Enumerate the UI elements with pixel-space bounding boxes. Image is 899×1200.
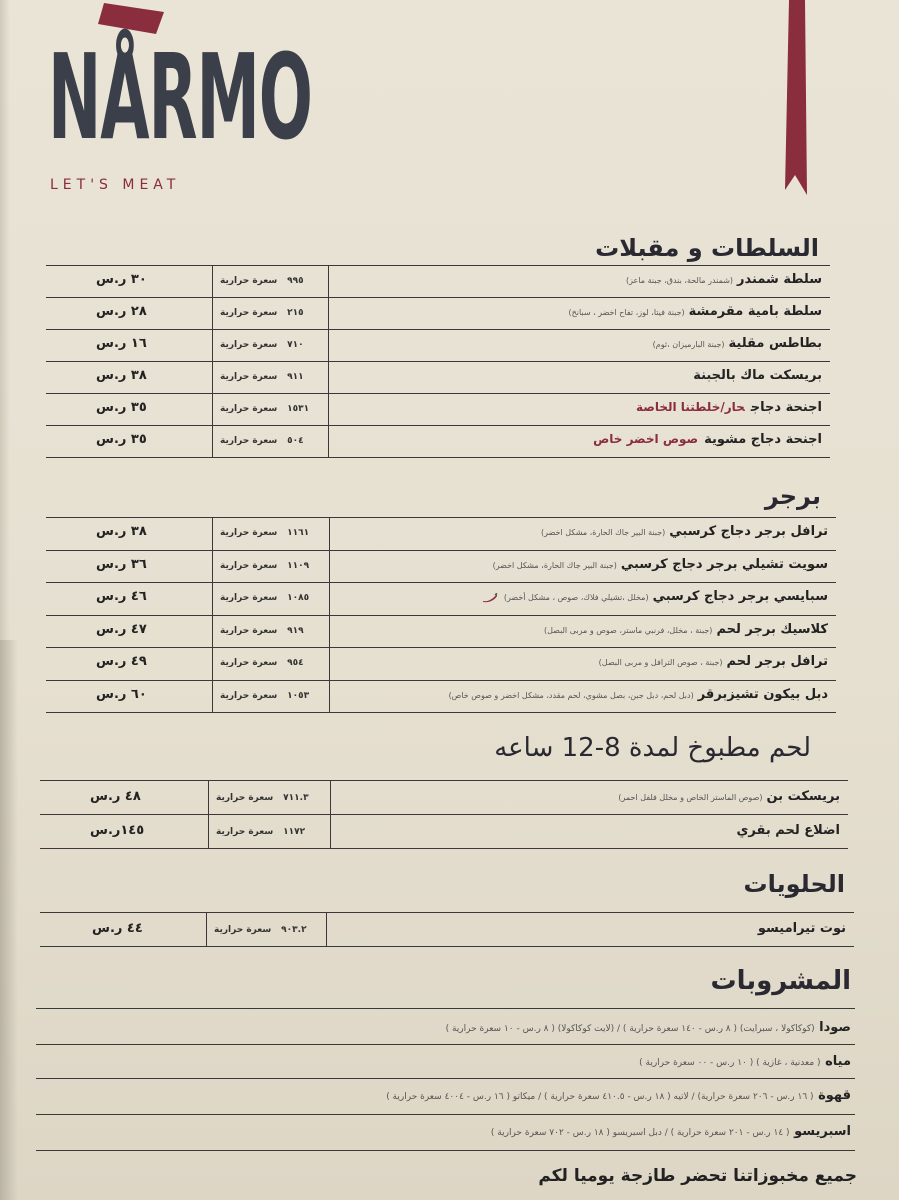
menu-row <box>46 298 830 330</box>
column-divider <box>330 815 331 848</box>
item-price: ٣٨ ر.س <box>96 524 147 539</box>
item-name-cell <box>568 304 822 319</box>
calories-label: سعرة حرارية <box>220 276 278 286</box>
item-name: سلطة بامية مقرمشة <box>688 304 822 319</box>
column-divider <box>212 648 213 680</box>
item-description: (صوص الماستر الخاص و مخلل فلفل احمر) <box>618 793 763 802</box>
column-divider <box>212 394 213 425</box>
item-name-cell <box>541 524 828 539</box>
column-divider <box>212 583 213 615</box>
item-price: ٤٩ ر.س <box>96 654 147 669</box>
item-name: سلطة شمندر <box>737 272 822 287</box>
menu-row <box>40 781 848 815</box>
item-price: ١٤٥ر.س <box>90 823 145 838</box>
drink-name: قهوة <box>818 1088 851 1103</box>
column-divider <box>212 298 213 329</box>
item-calories-cell <box>220 626 304 636</box>
calories-label: سعرة حرارية <box>214 925 272 935</box>
item-description: (مخلل ،تشيلي فلاك، صوص ، مشكل أخضر) <box>503 593 649 602</box>
item-name-cell <box>544 622 828 637</box>
section-title-salads: السلطات و مقبلات <box>595 234 819 262</box>
item-name: بريسكت بن <box>766 789 840 804</box>
item-calories-cell <box>220 561 309 571</box>
item-name: اجنحة دجاج <box>750 400 822 415</box>
item-name-cell <box>449 687 828 702</box>
item-calories: ١٠٨٥ <box>287 593 310 603</box>
item-calories-cell <box>220 658 304 668</box>
calories-label: سعرة حرارية <box>216 827 274 837</box>
item-calories-cell <box>220 404 309 414</box>
drink-line-text <box>491 1124 851 1139</box>
menu-row <box>46 266 830 298</box>
item-description: (جبنة ، صوص الترافل و مربى البصل) <box>598 658 723 667</box>
item-name: بطاطس مقلية <box>728 336 822 351</box>
column-divider <box>329 518 330 550</box>
item-calories: ٢١٥ <box>287 308 304 318</box>
menu-row <box>46 518 836 551</box>
desserts-table <box>40 912 854 947</box>
menu-row <box>46 681 836 714</box>
item-calories: ١١٠٩ <box>287 560 310 571</box>
drink-name: مياه <box>825 1054 851 1069</box>
item-calories-cell <box>220 528 309 538</box>
item-price: ٢٨ ر.س <box>96 304 147 319</box>
column-divider <box>329 583 330 615</box>
item-name: اجنحة دجاج مشوية <box>704 432 822 447</box>
drink-description: (كوكاكولا ، سبرايت) ( ٨ ر.س - ١٤٠ سعرة حرارية ) / (لايت كوكاكولا) ( ٨ ر.س - ١٠ سعرة حرارية ) <box>445 1024 815 1034</box>
item-price: ٤٧ ر.س <box>96 621 147 637</box>
calories-label: سعرة حرارية <box>220 593 278 603</box>
item-price: ٣٠ ر.س <box>96 272 147 287</box>
paper-edge-shadow <box>0 640 18 1200</box>
column-divider <box>208 815 209 848</box>
item-name-cell <box>636 400 822 415</box>
column-divider <box>212 330 213 361</box>
column-divider <box>329 681 330 713</box>
item-calories-cell <box>216 827 305 837</box>
column-divider <box>328 330 329 361</box>
column-divider <box>212 518 213 550</box>
item-description: (جبنة ، مخلل، فرنبي ماستر، صوص و مربى البصل) <box>543 625 713 635</box>
menu-row <box>46 426 830 458</box>
item-calories: ٩٩٥ <box>287 276 304 286</box>
item-calories-cell <box>220 340 304 350</box>
calories-label: سعرة حرارية <box>220 528 278 538</box>
menu-row <box>46 362 830 394</box>
item-highlight: صوص اخضر خاص <box>593 432 699 446</box>
item-calories-cell <box>214 925 307 935</box>
item-calories: ١٠٥٣ <box>287 690 310 701</box>
drinks-divider <box>36 1078 855 1079</box>
menu-row <box>46 551 836 584</box>
footer-note: جميع مخبوزاتنا تحضر طازجة يوميا لكم <box>538 1166 857 1186</box>
calories-label: سعرة حرارية <box>220 560 278 571</box>
drink-line-text <box>446 1020 851 1035</box>
item-calories-cell <box>220 308 304 318</box>
section-title-desserts: الحلويات <box>743 870 845 898</box>
item-name-cell <box>758 921 846 936</box>
item-price: ٦٠ ر.س <box>96 686 147 702</box>
item-price: ٣٥ ر.س <box>96 400 147 415</box>
column-divider <box>212 616 213 648</box>
section-title-drinks: المشروبات <box>710 966 851 996</box>
item-price: ٤٤ ر.س <box>92 921 143 936</box>
calories-label: سعرة حرارية <box>220 308 278 318</box>
section-title-burgers: برجر <box>764 482 821 510</box>
paper-edge-shadow-top <box>0 0 10 640</box>
slow-cooked-table <box>40 780 848 849</box>
column-divider <box>329 648 330 680</box>
item-name: كلاسيك برجر لحم <box>716 621 828 637</box>
item-price: ١٦ ر.س <box>96 336 147 351</box>
item-description: (شمندر مالحة، بندق، جبنة ماعز) <box>626 276 734 285</box>
column-divider <box>328 362 329 393</box>
drinks-divider <box>36 1008 855 1009</box>
menu-row <box>46 583 836 616</box>
calories-label: سعرة حرارية <box>220 625 278 636</box>
item-highlight: حار/خلطتنا الخاصة <box>635 400 745 414</box>
drink-description: ( ١٤ ر.س - ٢٠١ سعرة حرارية ) / دبل اسبريسو ( ١٨ ر.س - ٧٠٢ سعرة حرارية ) <box>490 1128 790 1138</box>
item-description: (جبنة البير جاك الحارة، مشكل اخضر) <box>492 560 617 570</box>
item-name-cell <box>593 432 822 447</box>
item-calories: ١٥٣١ <box>287 404 310 414</box>
column-divider <box>212 551 213 583</box>
column-divider <box>328 298 329 329</box>
drink-line-text <box>639 1054 851 1069</box>
item-name-cell <box>653 336 822 351</box>
item-name: سبايسي برجر دجاج كرسبي <box>652 589 828 604</box>
column-divider <box>212 266 213 297</box>
item-price: ٣٨ ر.س <box>96 368 147 383</box>
brand-logo <box>46 0 312 200</box>
item-description: (جبنة فيتا، لوز، تفاح اخضر ، سبانخ) <box>568 308 685 317</box>
item-name: ترافل برجر لحم <box>726 654 828 669</box>
item-calories: ٧١١.٣ <box>283 793 309 803</box>
item-calories-cell <box>220 436 304 446</box>
item-name: اضلاع لحم بقري <box>736 823 840 838</box>
column-divider <box>330 781 331 814</box>
item-name-cell <box>599 654 828 669</box>
menu-row <box>40 815 848 849</box>
menu-row <box>46 330 830 362</box>
brand-name: NÅRMO <box>48 28 312 166</box>
column-divider <box>328 394 329 425</box>
drinks-divider <box>36 1114 855 1115</box>
item-name-cell <box>493 557 828 572</box>
item-name: نوت تيراميسو <box>757 921 846 936</box>
item-name: سويت تشيلي برجر دجاج كرسبي <box>620 556 828 572</box>
column-divider <box>329 551 330 583</box>
column-divider <box>208 781 209 814</box>
item-price: ٣٦ ر.س <box>96 556 147 572</box>
item-calories-cell <box>220 593 309 603</box>
item-calories: ١١٦١ <box>287 528 310 538</box>
drinks-divider <box>36 1150 855 1151</box>
decorative-ribbon <box>785 0 807 195</box>
calories-label: سعرة حرارية <box>220 404 278 414</box>
item-calories: ٩١١ <box>287 372 304 382</box>
item-name-cell <box>626 272 822 287</box>
item-name-cell <box>482 589 828 604</box>
menu-row <box>40 913 854 947</box>
calories-label: سعرة حرارية <box>220 340 278 350</box>
calories-label: سعرة حرارية <box>220 372 278 382</box>
item-calories: ٥٠٤ <box>287 436 304 446</box>
item-calories-cell <box>220 691 309 701</box>
item-name-cell <box>618 789 840 804</box>
salads-table <box>46 265 830 458</box>
brand-tagline: LET'S MEAT <box>50 177 181 193</box>
item-calories: ١١٧٢ <box>283 827 306 837</box>
column-divider <box>212 362 213 393</box>
item-description: (جبنة البير جاك الحارة، مشكل اخضر) <box>541 528 666 537</box>
item-calories-cell <box>220 372 304 382</box>
calories-label: سعرة حرارية <box>220 690 278 701</box>
drink-description: ( ١٦ ر.س - ٢٠٦ سعرة حرارية) / لاتيه ( ١٨ ر.س - ٤١٠.٥ سعرة حرارية ) / ميكاتو ( ١٦ ر.س - ٤٠٠٤ سعرة حرارية ) <box>386 1092 814 1102</box>
menu-row <box>46 648 836 681</box>
column-divider <box>212 426 213 457</box>
column-divider <box>212 681 213 713</box>
item-name: بريسكت ماك بالجبنة <box>693 368 822 383</box>
calories-label: سعرة حرارية <box>216 793 274 803</box>
drinks-divider <box>36 1044 855 1045</box>
item-calories: ٩٥٤ <box>287 658 304 668</box>
item-price: ٤٦ ر.س <box>96 589 147 604</box>
drink-name: اسبريسو <box>794 1124 851 1139</box>
column-divider <box>206 913 207 946</box>
menu-row <box>46 616 836 649</box>
burgers-table <box>46 517 836 713</box>
section-title-slow-cooked: لحم مطبوخ لمدة 8-12 ساعه <box>494 733 811 763</box>
item-description: (دبل لحم، دبل جبن، بصل مشوي، لحم مقدد، مشكل اخضر و صوص خاص) <box>448 690 694 700</box>
item-name-cell <box>736 823 840 838</box>
item-calories: ٩١٩ <box>287 625 304 636</box>
column-divider <box>326 913 327 946</box>
item-name: دبل بيكون تشيزبرقر <box>697 686 828 702</box>
column-divider <box>329 616 330 648</box>
drink-line-text <box>386 1088 851 1103</box>
item-description: (جبنة البارميزان ،ثوم) <box>652 340 725 349</box>
item-calories: ٧١٠ <box>287 340 304 350</box>
drink-name: صودا <box>819 1020 851 1035</box>
item-calories-cell <box>216 793 309 803</box>
item-price: ٤٨ ر.س <box>90 789 141 804</box>
item-calories: ٩٠٣.٢ <box>281 925 307 935</box>
menu-row <box>46 394 830 426</box>
calories-label: سعرة حرارية <box>220 658 278 668</box>
item-price: ٣٥ ر.س <box>96 432 147 447</box>
drink-description: ( معدنية ، غازية ) ( ١٠ ر.س - ٠٠ سعرة حرارية ) <box>639 1058 821 1068</box>
item-calories-cell <box>220 276 304 286</box>
column-divider <box>328 266 329 297</box>
item-name: ترافل برجر دجاج كرسبي <box>669 524 828 539</box>
calories-label: سعرة حرارية <box>220 436 278 446</box>
chili-icon <box>482 592 498 602</box>
item-name-cell <box>693 368 822 383</box>
column-divider <box>328 426 329 457</box>
